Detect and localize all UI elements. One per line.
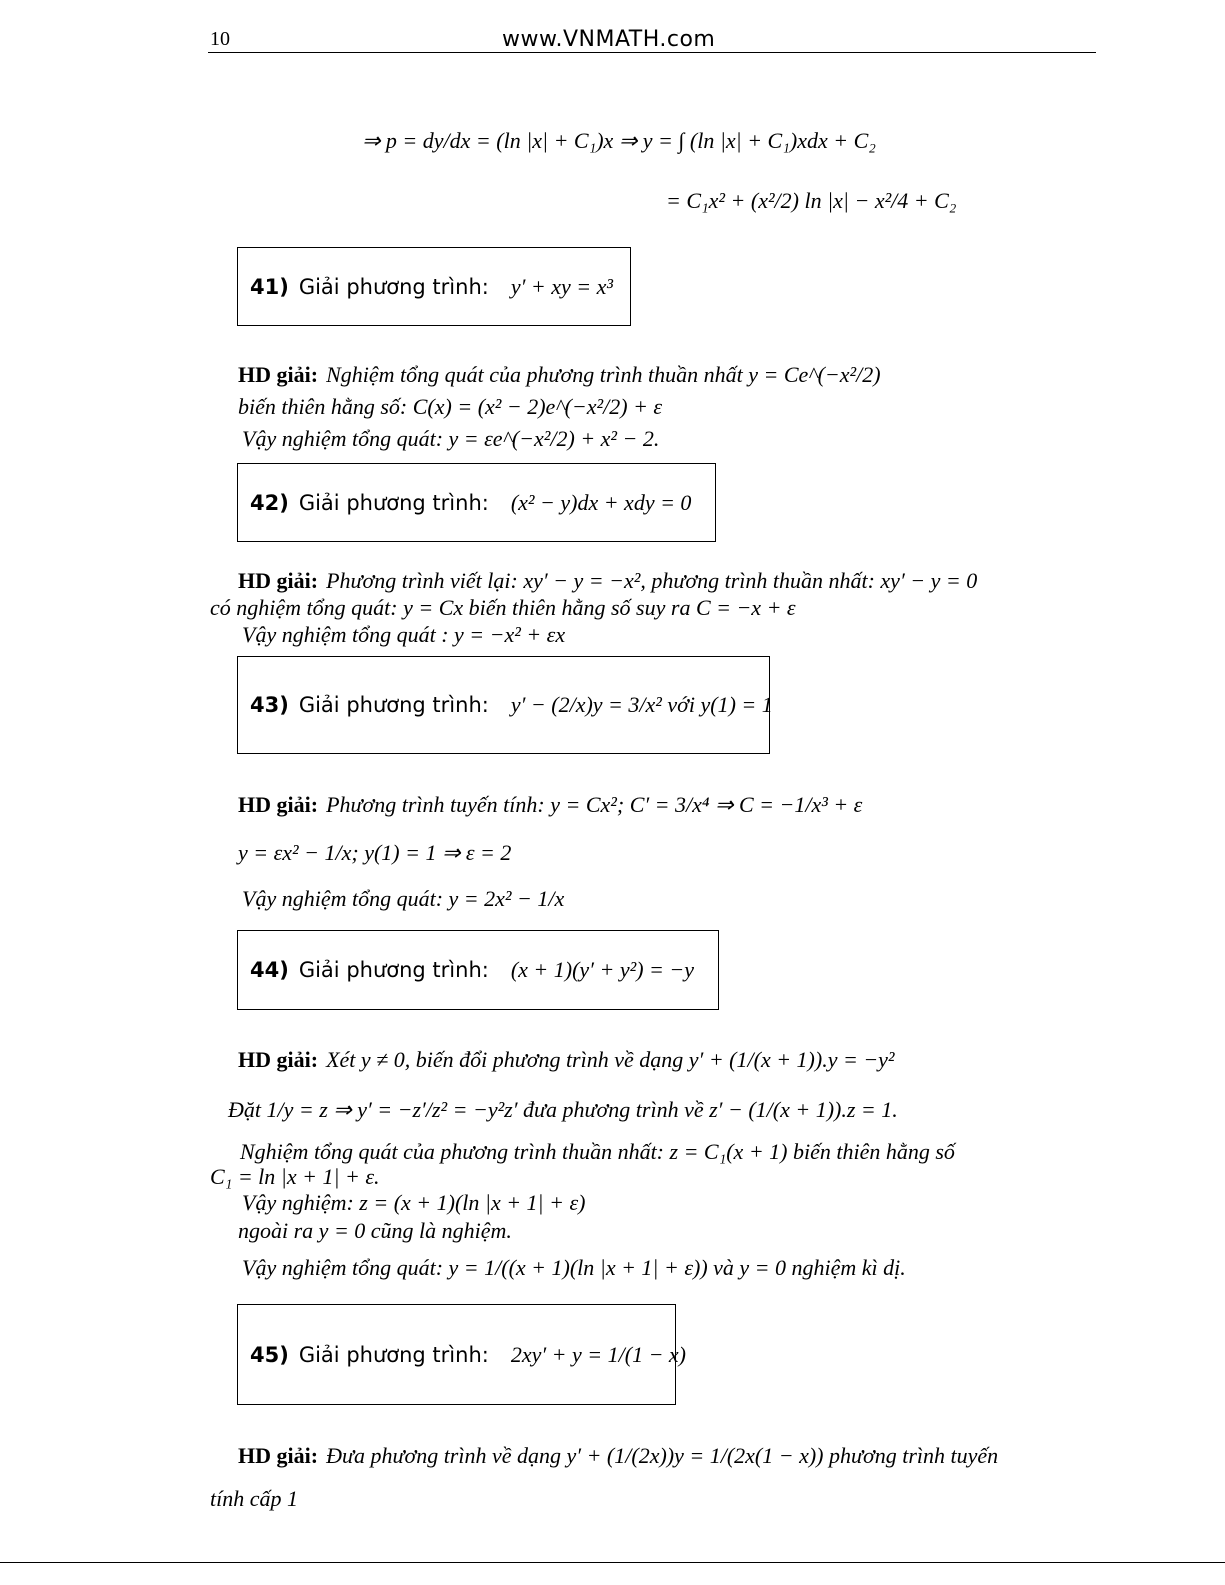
header-rule [208,52,1096,53]
solution-45-line-1 [238,1443,998,1469]
problem-equation: 2xy′ + y = 1/(1 − x) [510,1341,687,1367]
intro-line-2: = C₁x² + (x²/2) ln |x| − x²/4 + C₂ [666,188,957,213]
problem-label: Giải phương trình: [298,1342,489,1367]
site-title: www.VNMATH.com [502,27,716,52]
solution-41-line-1 [238,362,881,388]
hd-label: HD giải: [238,1443,319,1468]
solution-41-line-2: biến thiên hằng số: C(x) = (x² − 2)e^(−x²/2) + ε [238,394,663,419]
problem-equation: (x + 1)(y′ + y²) = −y [510,957,694,982]
problem-box-45 [237,1304,687,1405]
hd-label: HD giải: [238,1047,319,1072]
solution-44-line-3: Nghiệm tổng quát của phương trình thuần nhất: z = C₁(x + 1) biến thiên hằng số [240,1139,955,1164]
page-number: 10 [210,28,230,50]
problem-label: Giải phương trình: [298,490,489,515]
problem-equation: y′ + xy = x³ [510,273,613,299]
solution-42-line-3: Vậy nghiệm tổng quát : y = −x² + εx [242,622,566,647]
solution-text: Phương trình tuyến tính: y = Cx²; C′ = 3/x⁴ ⇒ C = −1/x³ + ε [326,792,863,817]
solution-43-line-1 [238,792,862,818]
problem-label: Giải phương trình: [298,274,489,299]
hd-label: HD giải: [238,792,319,817]
problem-box-41 [237,247,631,326]
solution-44-line-5: Vậy nghiệm: z = (x + 1)(ln |x + 1| + ε) [242,1190,586,1215]
solution-44-line-1 [238,1047,895,1073]
problem-number: 44) [250,958,289,982]
problem-number: 41) [250,274,289,299]
solution-44-line-4: C₁ = ln |x + 1| + ε. [210,1164,380,1189]
problem-box-43 [237,656,773,754]
problem-box-42 [237,463,716,542]
solution-44-line-6: ngoài ra y = 0 cũng là nghiệm. [238,1218,512,1243]
solution-43-line-2: y = εx² − 1/x; y(1) = 1 ⇒ ε = 2 [238,840,512,865]
problem-equation: (x² − y)dx + xdy = 0 [510,489,692,515]
problem-label: Giải phương trình: [298,958,489,982]
solution-42-line-1 [238,568,977,594]
solution-text: Nghiệm tổng quát của phương trình thuần nhất y = Ce^(−x²/2) [326,362,881,387]
intro-line-1: ⇒ p = dy/dx = (ln |x| + C₁)x ⇒ y = ∫ (ln |x| + C₁)xdx + C₂ [362,128,876,153]
solution-text: Đưa phương trình về dạng y′ + (1/(2x))y = 1/(2x(1 − x)) phương trình tuyến [326,1443,999,1468]
problem-label: Giải phương trình: [298,693,489,717]
problem-equation: y′ − (2/x)y = 3/x² với y(1) = 1 [510,692,773,717]
problem-number: 45) [250,1342,289,1367]
solution-43-line-3: Vậy nghiệm tổng quát: y = 2x² − 1/x [242,886,565,911]
problem-box-44 [237,930,719,1010]
hd-label: HD giải: [238,568,319,593]
solution-45-line-2: tính cấp 1 [210,1486,298,1511]
solution-text: Phương trình viết lại: xy′ − y = −x², phương trình thuần nhất: xy′ − y = 0 [326,568,978,593]
solution-44-line-2: Đặt 1/y = z ⇒ y′ = −z′/z² = −y²z′ đưa phương trình về z′ − (1/(x + 1)).z = 1. [228,1097,898,1122]
problem-number: 43) [250,693,289,717]
solution-41-line-3: Vậy nghiệm tổng quát: y = εe^(−x²/2) + x² − 2. [242,426,660,451]
bottom-rule [0,1562,1225,1563]
solution-text: Xét y ≠ 0, biến đổi phương trình về dạng y′ + (1/(x + 1)).y = −y² [326,1047,895,1072]
solution-42-line-2: có nghiệm tổng quát: y = Cx biến thiên hằng số suy ra C = −x + ε [210,595,796,620]
hd-label: HD giải: [238,362,319,387]
problem-number: 42) [250,490,289,515]
solution-44-line-7: Vậy nghiệm tổng quát: y = 1/((x + 1)(ln |x + 1| + ε)) và y = 0 nghiệm kì dị. [242,1255,906,1280]
